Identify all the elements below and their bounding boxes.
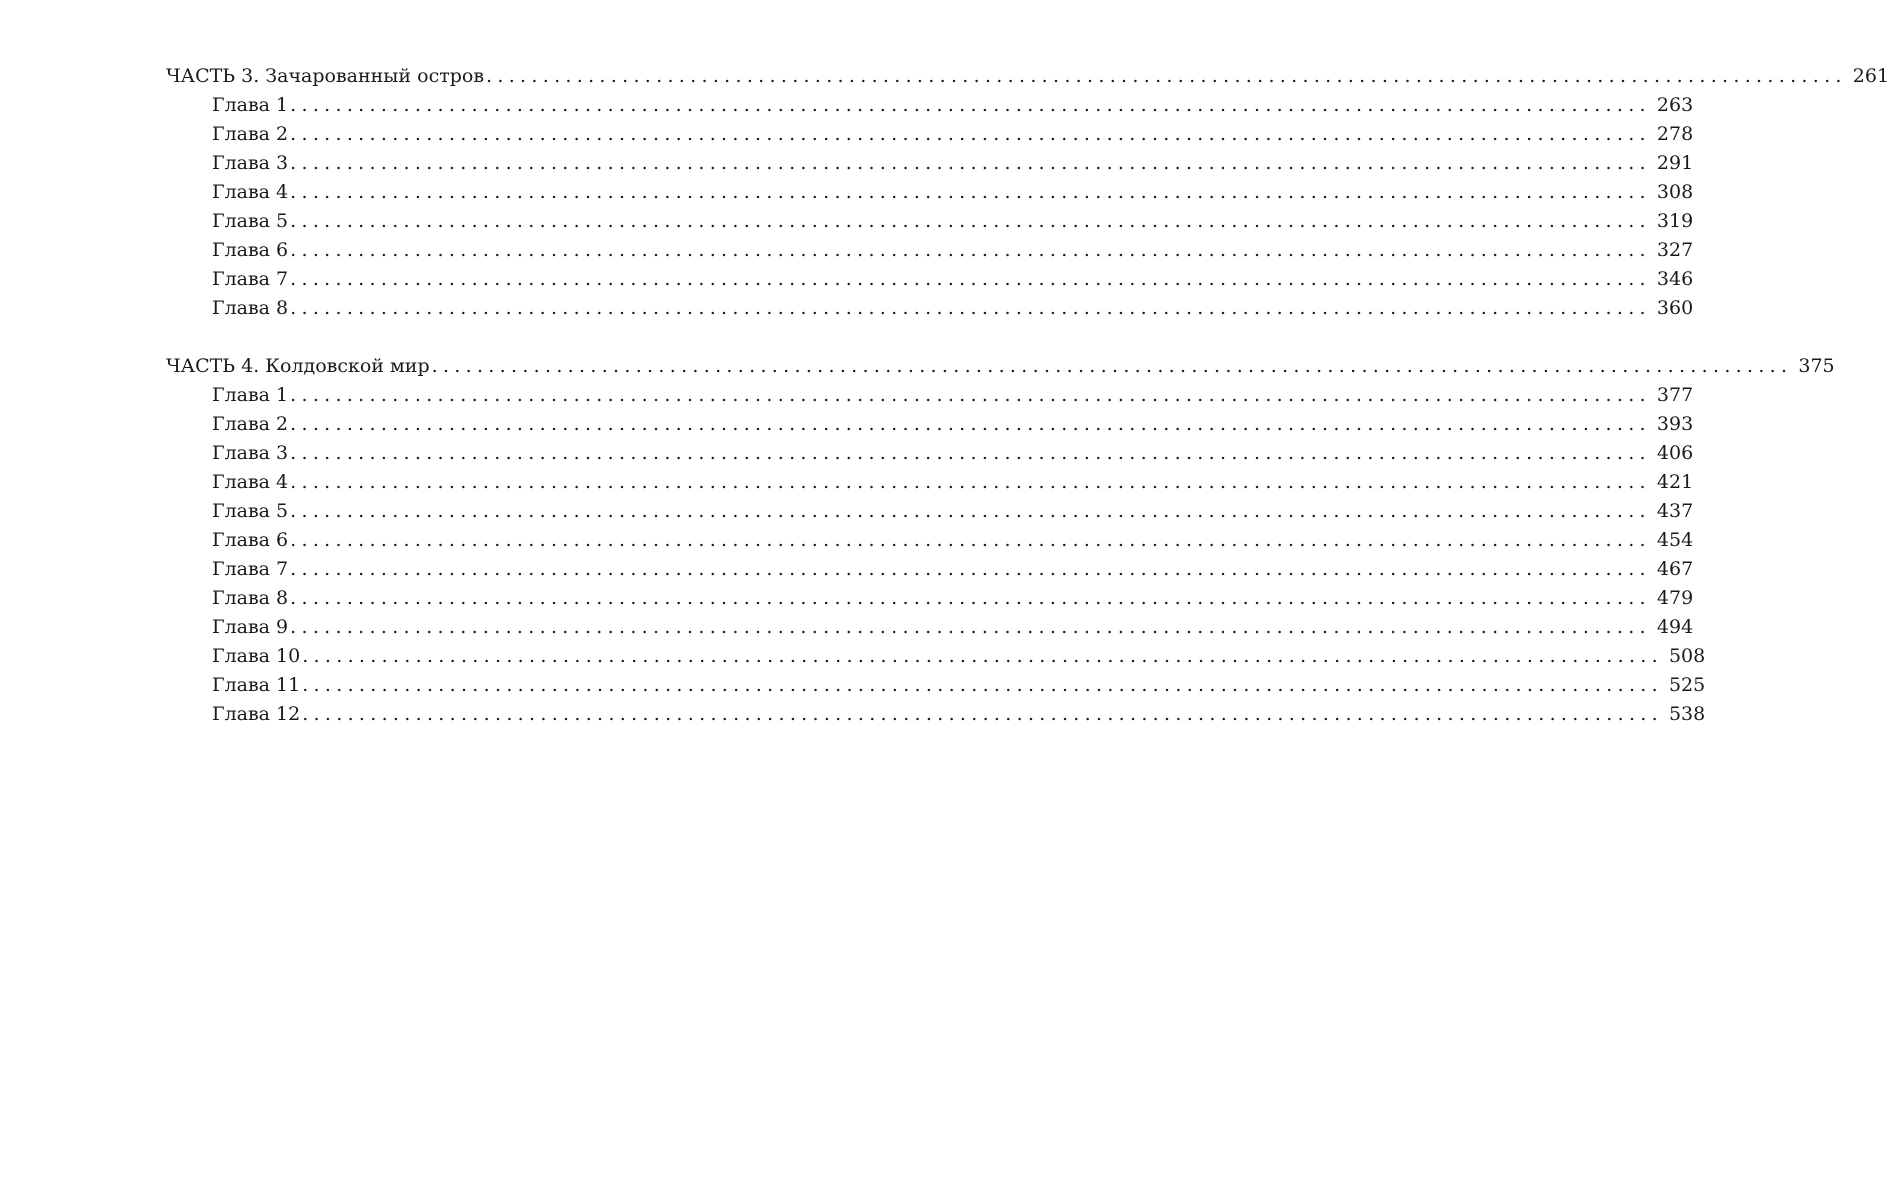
toc-page-number: 261 — [1852, 65, 1889, 87]
table-of-contents — [166, 62, 1889, 729]
toc-chapter-title: Глава 1 — [212, 384, 289, 406]
toc-chapter-entry[interactable] — [166, 236, 1694, 265]
toc-part-entry[interactable] — [166, 352, 1835, 381]
toc-chapter-entry[interactable] — [166, 584, 1694, 613]
dot-leader: ........................................................................................................................ — [290, 152, 1651, 174]
toc-chapter-title: Глава 12 — [212, 703, 301, 725]
toc-page-number: 538 — [1668, 703, 1706, 725]
toc-chapter-entry[interactable] — [166, 294, 1694, 323]
toc-part-title: ЧАСТЬ 3. Зачарованный остров — [166, 65, 485, 87]
toc-page-number: 437 — [1656, 500, 1694, 522]
dot-leader: ........................................................................................................................ — [431, 355, 1793, 377]
dot-leader: ........................................................................................................................ — [290, 587, 1651, 609]
toc-chapter-title: Глава 8 — [212, 297, 289, 319]
toc-chapter-entry[interactable] — [166, 555, 1694, 584]
dot-leader: ........................................................................................................................ — [290, 558, 1651, 580]
toc-section-part-4 — [166, 352, 1835, 729]
toc-chapter-entry[interactable] — [166, 381, 1694, 410]
toc-page-number: 479 — [1656, 587, 1694, 609]
toc-chapter-title: Глава 5 — [212, 210, 289, 232]
dot-leader: ........................................................................................................................ — [302, 645, 1663, 667]
toc-page-number: 263 — [1656, 94, 1694, 116]
toc-chapter-entry[interactable] — [166, 497, 1694, 526]
toc-page-number: 467 — [1656, 558, 1694, 580]
toc-chapter-title: Глава 9 — [212, 616, 289, 638]
toc-chapter-title: Глава 3 — [212, 152, 289, 174]
toc-chapter-title: Глава 7 — [212, 268, 289, 290]
toc-chapter-title: Глава 1 — [212, 94, 289, 116]
toc-chapter-title: Глава 2 — [212, 123, 289, 145]
toc-chapter-title: Глава 11 — [212, 674, 301, 696]
toc-page-number: 377 — [1656, 384, 1694, 406]
toc-part-entry[interactable] — [166, 62, 1889, 91]
dot-leader: ........................................................................................................................ — [290, 210, 1651, 232]
dot-leader: ........................................................................................................................ — [486, 65, 1847, 87]
toc-page-number: 406 — [1656, 442, 1694, 464]
toc-chapter-entry[interactable] — [166, 410, 1694, 439]
toc-page-number: 308 — [1656, 181, 1694, 203]
dot-leader: ........................................................................................................................ — [290, 123, 1651, 145]
toc-chapter-title: Глава 7 — [212, 558, 289, 580]
toc-chapter-title: Глава 10 — [212, 645, 301, 667]
toc-chapter-entry[interactable] — [166, 642, 1706, 671]
toc-chapter-entry[interactable] — [166, 613, 1694, 642]
toc-chapter-title: Глава 6 — [212, 529, 289, 551]
dot-leader: ........................................................................................................................ — [302, 674, 1663, 696]
dot-leader: ........................................................................................................................ — [290, 413, 1651, 435]
toc-chapter-entry[interactable] — [166, 178, 1694, 207]
toc-page-number: 454 — [1656, 529, 1694, 551]
dot-leader: ........................................................................................................................ — [290, 471, 1651, 493]
toc-chapter-entry[interactable] — [166, 265, 1694, 294]
toc-page-number: 278 — [1656, 123, 1694, 145]
dot-leader: ........................................................................................................................ — [290, 239, 1651, 261]
toc-chapter-title: Глава 5 — [212, 500, 289, 522]
toc-page-number: 393 — [1656, 413, 1694, 435]
toc-page-number: 525 — [1668, 674, 1706, 696]
toc-chapter-entry[interactable] — [166, 468, 1694, 497]
dot-leader: ........................................................................................................................ — [290, 384, 1651, 406]
toc-section-part-3 — [166, 62, 1889, 323]
toc-page-number: 327 — [1656, 239, 1694, 261]
toc-chapter-entry[interactable] — [166, 120, 1694, 149]
toc-chapter-entry[interactable] — [166, 439, 1694, 468]
toc-chapter-title: Глава 4 — [212, 471, 289, 493]
toc-page-number: 360 — [1656, 297, 1694, 319]
toc-page-number: 421 — [1656, 471, 1694, 493]
toc-chapter-title: Глава 8 — [212, 587, 289, 609]
toc-page-number: 346 — [1656, 268, 1694, 290]
toc-chapter-title: Глава 4 — [212, 181, 289, 203]
dot-leader: ........................................................................................................................ — [290, 500, 1651, 522]
toc-chapter-title: Глава 3 — [212, 442, 289, 464]
dot-leader: ........................................................................................................................ — [290, 442, 1651, 464]
toc-chapter-title: Глава 2 — [212, 413, 289, 435]
dot-leader: ........................................................................................................................ — [290, 297, 1651, 319]
toc-chapter-entry[interactable] — [166, 700, 1706, 729]
dot-leader: ........................................................................................................................ — [290, 616, 1651, 638]
dot-leader: ........................................................................................................................ — [302, 703, 1663, 725]
dot-leader: ........................................................................................................................ — [290, 268, 1651, 290]
toc-page-number: 494 — [1656, 616, 1694, 638]
dot-leader: ........................................................................................................................ — [290, 94, 1651, 116]
toc-page-number: 508 — [1668, 645, 1706, 667]
toc-page-number: 319 — [1656, 210, 1694, 232]
toc-chapter-title: Глава 6 — [212, 239, 289, 261]
toc-chapter-entry[interactable] — [166, 91, 1694, 120]
toc-page-number: 375 — [1798, 355, 1835, 377]
toc-chapter-entry[interactable] — [166, 671, 1706, 700]
dot-leader: ........................................................................................................................ — [290, 529, 1651, 551]
dot-leader: ........................................................................................................................ — [290, 181, 1651, 203]
toc-chapter-entry[interactable] — [166, 526, 1694, 555]
toc-chapter-entry[interactable] — [166, 149, 1694, 178]
toc-chapter-entry[interactable] — [166, 207, 1694, 236]
toc-page-number: 291 — [1656, 152, 1694, 174]
toc-part-title: ЧАСТЬ 4. Колдовской мир — [166, 355, 430, 377]
